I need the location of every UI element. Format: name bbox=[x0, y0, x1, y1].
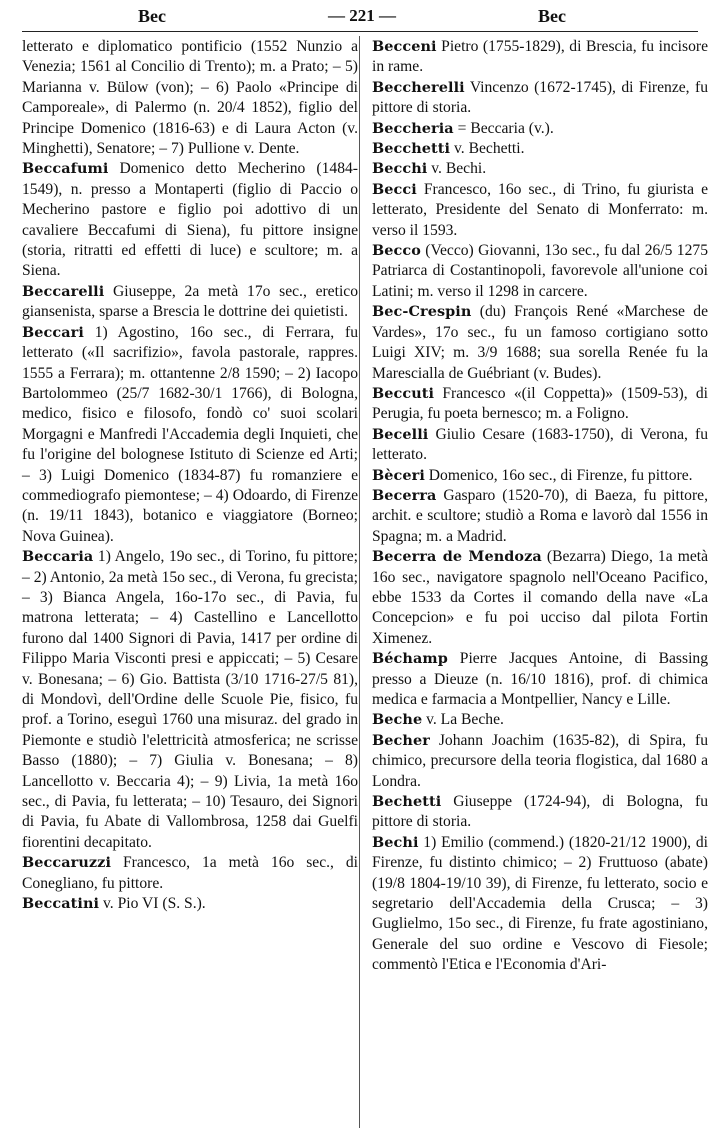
headword: Beccheria bbox=[372, 119, 454, 137]
entry bbox=[372, 241, 708, 302]
entry-text: = Beccaria (v.). bbox=[453, 119, 554, 137]
entry-text: Giuseppe (1724-94), di Bologna, fu pittore di storia. bbox=[372, 793, 708, 831]
entry-text: v. La Beche. bbox=[422, 711, 504, 729]
entry bbox=[372, 159, 708, 179]
page-number: — 221 — bbox=[328, 6, 396, 25]
entry-text: Francesco «(il Coppetta)» (1509-53), di Perugia, fu poeta bernesco; m. a Foligno. bbox=[372, 384, 708, 423]
entry-text: Pietro (1755-1829), di Brescia, fu incisore in rame. bbox=[372, 38, 708, 76]
column-divider bbox=[359, 36, 360, 1128]
headword: Beche bbox=[372, 711, 423, 729]
headword: Béchamp bbox=[372, 650, 448, 668]
headword: Beccafumi bbox=[22, 160, 109, 178]
entry bbox=[372, 37, 708, 78]
headword: Bec-Crespin bbox=[372, 303, 472, 321]
entry-text: Francesco, 1a metà 16o sec., di Conegliano, fu pittore. bbox=[22, 854, 358, 892]
entry bbox=[372, 425, 708, 466]
headword: Becerra bbox=[372, 486, 437, 504]
headword: Becci bbox=[372, 180, 417, 198]
entry-text: Pierre Jacques Antoine, di Bassing presso a Dieuze (n. 16/10 1816), prof. di chimica medica e farmacia a Montpellier, Nancy e Lille. bbox=[372, 650, 708, 708]
entry bbox=[22, 853, 358, 894]
entry-text: Domenico detto Mecherino (1484-1549), n. presso a Montaperti (figlio di Paccio o Mecherino pastore e figlio poi adottivo di un cavaliere Beccafumi di Siena), fu pittore insigne (storia, ritratti ed effetti di luce) e scultore; m. a Siena. bbox=[22, 160, 358, 280]
entry bbox=[372, 486, 708, 547]
entry-text: Vincenzo (1672-1745), di Firenze, fu pittore di storia. bbox=[372, 78, 708, 117]
entry bbox=[372, 547, 708, 649]
headword: Beccarelli bbox=[22, 282, 105, 300]
headword: Bechetti bbox=[372, 793, 442, 811]
headword: Becchi bbox=[372, 160, 428, 178]
entry-text: v. Pio VI (S. S.). bbox=[99, 895, 206, 913]
entry bbox=[22, 323, 358, 547]
entry bbox=[22, 894, 358, 914]
entry bbox=[372, 731, 708, 792]
entry-text: (Bezarra) Diego, 1a metà 16o sec., navigatore spagnolo nell'Oceano Pacifico, ebbe 1533 da Cortes il comando della nave «La Concepcion» e fu poi ucciso dal pilota Fortin Ximenez. bbox=[372, 548, 709, 647]
entry-text: Giulio Cesare (1683-1750), di Verona, fu letterato. bbox=[372, 425, 708, 464]
entry-text: (du) François René «Marchese de Vardes», 17o sec., fu un famoso cortigiano sotto Luigi XIV; m. 3/9 1688; sua sorella Renée fu la Marescialla de Guébriant (v. Budes). bbox=[372, 303, 708, 382]
entry bbox=[372, 833, 708, 976]
entry bbox=[372, 139, 708, 159]
entry bbox=[22, 37, 358, 159]
entry bbox=[372, 710, 708, 730]
entry-text: letterato e diplomatico pontificio (1552 Nunzio a Venezia; 1561 al Concilio di Trento); m. a Prato; – 5) Marianna v. Bülow (von); – 6) Paolo «Principe di Camporeale», di Palermo (n. 20/4 1852), figlio del Principe Domenico (1816-63) e di Laura Acton (v. Minghetti), Senatore; – 7) Pullione v. Dente. bbox=[22, 38, 358, 158]
entry-text: Francesco, 16o sec., di Trino, fu giurista e letterato, Presidente del Senato di Monferrato: m. verso il 1593. bbox=[372, 180, 708, 239]
entry bbox=[372, 78, 708, 119]
entry bbox=[372, 384, 708, 425]
entry bbox=[372, 119, 708, 139]
entry bbox=[372, 466, 708, 486]
entry bbox=[372, 302, 708, 384]
headword: Becceni bbox=[372, 38, 437, 55]
entry-text: v. Bechetti. bbox=[450, 140, 525, 158]
entry-text: Giuseppe, 2a metà 17o sec., eretico giansenista, sparse a Brescia le dottrine dei quietisti. bbox=[22, 282, 358, 321]
entry bbox=[372, 792, 708, 833]
entry-text: 1) Agostino, 16o sec., di Ferrara, fu letterato («Il sacrifizio», favola pastorale, rappres. 1555 a Ferrara); m. ottantenne 2/8 1590; – 2) Iacopo Bartolommeo (25/7 1682-30/1 1766), di Bologna, medico, fisico e filosofo, fondò co' suoi scolari Morgagni e Manfredi l'Accademia degli Inquieti, che fu l'origine del bolognese Istituto di Scienze ed Arti; – 3) Luigi Domenico (1834-87) fu romanziere e commediografo piemontese; – 4) Odoardo, di Firenze (n. 19/11 1843), botanico e viaggiatore (Borneo; Nova Guinea). bbox=[22, 323, 358, 545]
headword: Beccherelli bbox=[372, 78, 465, 96]
left-column bbox=[22, 37, 358, 914]
header-rule bbox=[22, 31, 698, 32]
entry-text: Domenico, 16o sec., di Firenze, fu pittore. bbox=[424, 466, 693, 484]
entry bbox=[22, 159, 358, 281]
running-head-left: Bec bbox=[138, 6, 166, 26]
headword: Becco bbox=[372, 242, 421, 260]
entry-text: Gasparo (1520-70), di Baeza, fu pittore, archit. e scultore; studiò a Roma e lavorò dal 1556 in Spagna; m. a Madrid. bbox=[372, 486, 708, 545]
entry bbox=[372, 649, 708, 710]
headword: Beccuti bbox=[372, 384, 435, 402]
headword: Becerra de Mendoza bbox=[372, 548, 542, 566]
headword: Becchetti bbox=[372, 140, 451, 158]
entry bbox=[372, 180, 708, 241]
headword: Bèceri bbox=[372, 466, 425, 484]
entry bbox=[22, 282, 358, 323]
entry bbox=[22, 547, 358, 853]
headword: Bechi bbox=[372, 833, 419, 851]
headword: Becher bbox=[372, 731, 430, 749]
entry-text: Johann Joachim (1635-82), di Spira, fu chimico, precursore della teoria flogistica, dal 1680 a Londra. bbox=[372, 731, 708, 790]
page-header bbox=[22, 4, 698, 32]
headword: Beccatini bbox=[22, 895, 100, 913]
headword: Beccaruzzi bbox=[22, 854, 112, 872]
headword: Becelli bbox=[372, 425, 429, 443]
entry-text: v. Bechi. bbox=[427, 160, 487, 178]
right-column bbox=[372, 37, 708, 976]
running-head-right: Bec bbox=[538, 6, 566, 26]
entry-text: (Vecco) Giovanni, 13o sec., fu dal 26/5 1275 Patriarca di Costantinopoli, favorevole all'unione coi Latini; m. verso il 1298 in carcere. bbox=[372, 242, 708, 300]
entry-text: 1) Emilio (commend.) (1820-21/12 1900), di Firenze, fu distinto chimico; – 2) Fruttuoso (abate) (19/8 1804-19/10 39), di Firenze, fu letterato, socio e segretario dell'Accademia della Crusca; – 3) Guglielmo, 15o sec., di Firenze, fu frate agostiniano, Generale del suo ordine e Vescovo di Fiesole; commentò l'Etica e l'Economia d'Ari- bbox=[372, 833, 708, 974]
headword: Beccari bbox=[22, 323, 84, 341]
headword: Beccaria bbox=[22, 548, 94, 566]
entry-text: 1) Angelo, 19o sec., di Torino, fu pittore; – 2) Antonio, 2a metà 15o sec., di Verona, fu grecista; – 3) Bianca Angela, 16o-17o sec., di Pavia, fu matrona letterata; – 4) Castellino e Lancellotto furono dal 1400 Signori di Pavia, 1417 per ordine di Filippo Maria Visconti presi e appiccati; – 5) Cesare v. Bonesana; – 6) Gio. Battista (3/10 1716-27/5 81), di Mondovì, dell'Ordine delle Scuole Pie, fisico, fu prof. a Torino, eseguì 1760 una misuraz. del grado in Piemonte e studiò l'elettricità atmosferica; ne scrisse Basso (1880); – 7) Giulia v. Bonesana; – 8) Lancellotto v. Beccaria 4); – 9) Livia, 1a metà 16o sec., di Pavia, fu letterata; – 10) Tesauro, dei Signori di Pavia, fu Abate di Vallombrosa, 1258 dai Guelfi fiorentini decapitato. bbox=[22, 548, 358, 851]
